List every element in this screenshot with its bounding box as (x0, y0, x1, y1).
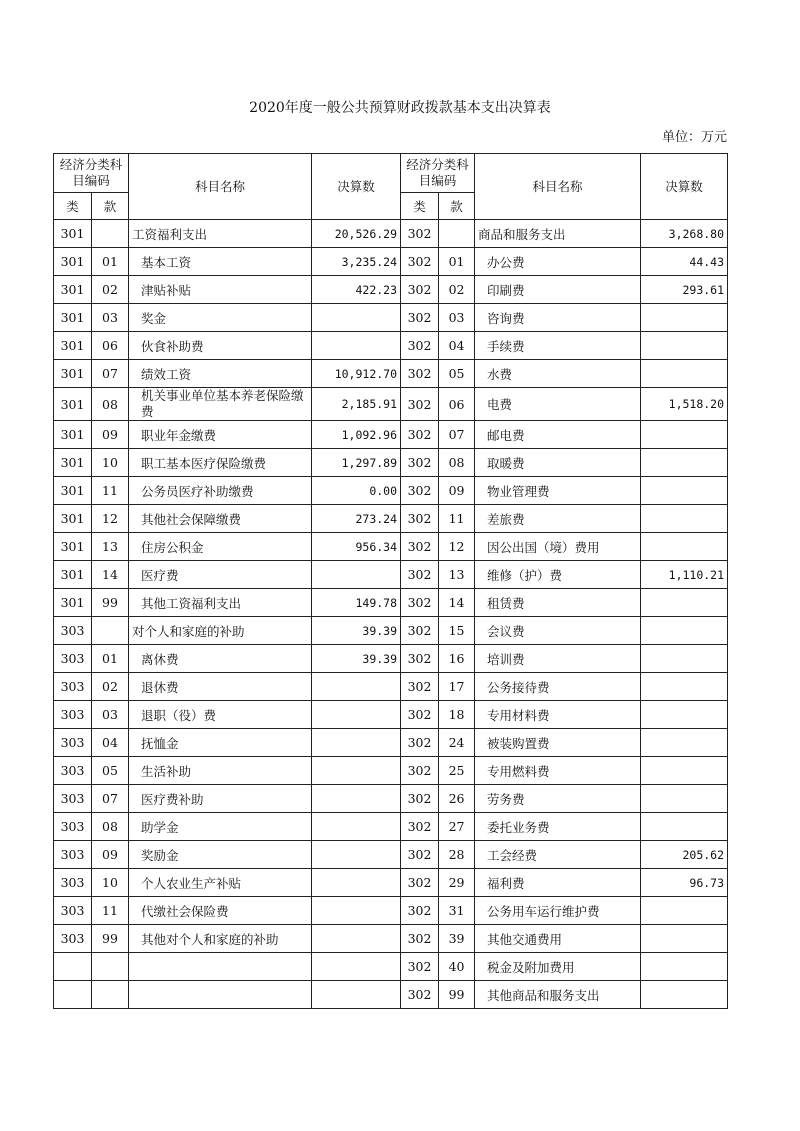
table-row (54, 617, 728, 645)
right-kuan-cell: 01 (439, 248, 475, 276)
right-amount-cell (641, 533, 728, 561)
left-name-cell: 助学金 (129, 813, 312, 841)
right-lei-cell: 302 (401, 561, 439, 589)
right-kuan-cell: 31 (439, 897, 475, 925)
table-row (54, 304, 728, 332)
right-kuan-cell: 04 (439, 332, 475, 360)
right-name-cell: 咨询费 (475, 304, 641, 332)
left-lei-cell: 301 (54, 388, 92, 421)
right-kuan-cell: 39 (439, 925, 475, 953)
left-lei-cell: 301 (54, 505, 92, 533)
right-name-cell: 工会经费 (475, 841, 641, 869)
left-amount-cell: 149.78 (312, 589, 401, 617)
table-row (54, 477, 728, 505)
left-amount-cell (312, 813, 401, 841)
right-name-cell: 其他商品和服务支出 (475, 981, 641, 1009)
right-amount-cell (641, 477, 728, 505)
left-amount-cell: 273.24 (312, 505, 401, 533)
right-lei-cell: 302 (401, 332, 439, 360)
right-kuan-cell: 17 (439, 673, 475, 701)
right-name-cell: 会议费 (475, 617, 641, 645)
right-lei-cell: 302 (401, 388, 439, 421)
left-kuan-cell: 09 (92, 841, 129, 869)
left-amount-cell (312, 729, 401, 757)
left-kuan-cell: 11 (92, 477, 129, 505)
left-amount-cell: 39.39 (312, 645, 401, 673)
left-amount-cell (312, 304, 401, 332)
left-kuan-cell: 10 (92, 869, 129, 897)
right-lei-cell: 302 (401, 673, 439, 701)
left-name-cell (129, 953, 312, 981)
right-amount-cell (641, 953, 728, 981)
right-kuan-cell: 13 (439, 561, 475, 589)
left-lei-cell: 301 (54, 248, 92, 276)
right-lei-cell: 302 (401, 645, 439, 673)
right-amount-cell (641, 701, 728, 729)
right-lei-cell: 302 (401, 304, 439, 332)
left-lei-cell (54, 953, 92, 981)
table-row (54, 332, 728, 360)
left-lei-cell: 301 (54, 561, 92, 589)
right-name-cell: 因公出国（境）费用 (475, 533, 641, 561)
table-row (54, 701, 728, 729)
right-amount-cell (641, 981, 728, 1009)
left-kuan-cell: 03 (92, 701, 129, 729)
right-name-cell: 办公费 (475, 248, 641, 276)
left-amount-cell: 956.34 (312, 533, 401, 561)
left-lei-cell: 303 (54, 729, 92, 757)
right-amount-cell (641, 505, 728, 533)
left-lei-cell: 301 (54, 276, 92, 304)
table-row (54, 220, 728, 248)
right-name-cell: 物业管理费 (475, 477, 641, 505)
left-amount-cell (312, 841, 401, 869)
left-lei-cell: 303 (54, 645, 92, 673)
right-lei-cell: 302 (401, 785, 439, 813)
left-name-cell: 职业年金缴费 (129, 421, 312, 449)
right-kuan-cell: 28 (439, 841, 475, 869)
left-lei-cell: 303 (54, 617, 92, 645)
right-amount-cell (641, 729, 728, 757)
left-amount-cell: 2,185.91 (312, 388, 401, 421)
left-kuan-cell: 04 (92, 729, 129, 757)
left-name-cell: 其他社会保障缴费 (129, 505, 312, 533)
right-name-cell: 公务接待费 (475, 673, 641, 701)
table-row (54, 248, 728, 276)
header-amount-left: 决算数 (312, 154, 401, 220)
table-row (54, 645, 728, 673)
table-row (54, 421, 728, 449)
right-lei-cell: 302 (401, 360, 439, 388)
right-amount-cell (641, 925, 728, 953)
left-kuan-cell: 07 (92, 360, 129, 388)
right-lei-cell: 302 (401, 981, 439, 1009)
left-lei-cell: 303 (54, 757, 92, 785)
table-row (54, 673, 728, 701)
right-amount-cell (641, 645, 728, 673)
right-name-cell: 培训费 (475, 645, 641, 673)
right-name-cell: 专用燃料费 (475, 757, 641, 785)
right-name-cell: 委托业务费 (475, 813, 641, 841)
right-kuan-cell: 12 (439, 533, 475, 561)
right-name-cell: 印刷费 (475, 276, 641, 304)
right-kuan-cell: 07 (439, 421, 475, 449)
header-code-group-right: 经济分类科目编码 (401, 154, 475, 193)
right-kuan-cell: 06 (439, 388, 475, 421)
table-row (54, 276, 728, 304)
left-lei-cell: 301 (54, 332, 92, 360)
header-lei-left: 类 (54, 193, 92, 220)
left-amount-cell: 0.00 (312, 477, 401, 505)
left-name-cell: 住房公积金 (129, 533, 312, 561)
left-name-cell: 伙食补助费 (129, 332, 312, 360)
right-name-cell: 税金及附加费用 (475, 953, 641, 981)
right-amount-cell (641, 897, 728, 925)
left-amount-cell: 1,092.96 (312, 421, 401, 449)
right-amount-cell: 1,518.20 (641, 388, 728, 421)
right-kuan-cell: 15 (439, 617, 475, 645)
left-kuan-cell (92, 981, 129, 1009)
left-kuan-cell (92, 617, 129, 645)
header-lei-right: 类 (401, 193, 439, 220)
left-kuan-cell: 08 (92, 388, 129, 421)
left-kuan-cell: 01 (92, 248, 129, 276)
table-row (54, 589, 728, 617)
table-row (54, 360, 728, 388)
right-amount-cell (641, 304, 728, 332)
right-kuan-cell: 11 (439, 505, 475, 533)
left-lei-cell: 303 (54, 841, 92, 869)
left-name-cell: 抚恤金 (129, 729, 312, 757)
right-lei-cell: 302 (401, 589, 439, 617)
right-amount-cell: 205.62 (641, 841, 728, 869)
right-kuan-cell: 18 (439, 701, 475, 729)
left-name-cell: 代缴社会保险费 (129, 897, 312, 925)
right-amount-cell (641, 421, 728, 449)
table-row (54, 897, 728, 925)
left-amount-cell (312, 785, 401, 813)
right-lei-cell: 302 (401, 533, 439, 561)
left-amount-cell: 39.39 (312, 617, 401, 645)
left-amount-cell (312, 701, 401, 729)
right-lei-cell: 302 (401, 953, 439, 981)
right-name-cell: 福利费 (475, 869, 641, 897)
header-name-left: 科目名称 (129, 154, 312, 220)
right-lei-cell: 302 (401, 897, 439, 925)
right-amount-cell: 96.73 (641, 869, 728, 897)
left-kuan-cell: 99 (92, 925, 129, 953)
right-kuan-cell: 09 (439, 477, 475, 505)
left-kuan-cell: 09 (92, 421, 129, 449)
right-lei-cell: 302 (401, 220, 439, 248)
right-lei-cell: 302 (401, 729, 439, 757)
left-lei-cell: 301 (54, 220, 92, 248)
left-name-cell: 医疗费补助 (129, 785, 312, 813)
left-name-cell: 退休费 (129, 673, 312, 701)
right-lei-cell: 302 (401, 757, 439, 785)
table-row (54, 505, 728, 533)
left-kuan-cell (92, 220, 129, 248)
document-title: 2020年度一般公共预算财政拨款基本支出决算表 (249, 100, 551, 116)
left-kuan-cell: 03 (92, 304, 129, 332)
left-lei-cell: 303 (54, 673, 92, 701)
right-lei-cell: 302 (401, 813, 439, 841)
right-lei-cell: 302 (401, 841, 439, 869)
right-kuan-cell: 08 (439, 449, 475, 477)
right-lei-cell: 302 (401, 449, 439, 477)
left-name-cell: 其他工资福利支出 (129, 589, 312, 617)
right-lei-cell: 302 (401, 701, 439, 729)
header-kuan-left: 款 (92, 193, 129, 220)
table-row (54, 729, 728, 757)
right-kuan-cell: 14 (439, 589, 475, 617)
left-kuan-cell: 02 (92, 673, 129, 701)
left-name-cell: 津贴补贴 (129, 276, 312, 304)
right-name-cell: 差旅费 (475, 505, 641, 533)
left-lei-cell (54, 981, 92, 1009)
right-lei-cell: 302 (401, 248, 439, 276)
left-name-cell (129, 981, 312, 1009)
right-name-cell: 取暖费 (475, 449, 641, 477)
left-amount-cell: 422.23 (312, 276, 401, 304)
left-kuan-cell: 07 (92, 785, 129, 813)
right-lei-cell: 302 (401, 421, 439, 449)
table-row (54, 785, 728, 813)
left-name-cell: 生活补助 (129, 757, 312, 785)
right-amount-cell (641, 360, 728, 388)
right-name-cell: 被装购置费 (475, 729, 641, 757)
left-kuan-cell: 02 (92, 276, 129, 304)
left-lei-cell: 303 (54, 925, 92, 953)
right-amount-cell: 3,268.80 (641, 220, 728, 248)
right-kuan-cell: 29 (439, 869, 475, 897)
header-row-1 (54, 154, 728, 193)
left-lei-cell: 301 (54, 589, 92, 617)
right-amount-cell (641, 589, 728, 617)
right-kuan-cell: 03 (439, 304, 475, 332)
right-kuan-cell: 26 (439, 785, 475, 813)
left-kuan-cell: 11 (92, 897, 129, 925)
left-name-cell: 退职（役）费 (129, 701, 312, 729)
right-name-cell: 商品和服务支出 (475, 220, 641, 248)
table-row (54, 533, 728, 561)
right-amount-cell (641, 813, 728, 841)
right-name-cell: 劳务费 (475, 785, 641, 813)
right-name-cell: 电费 (475, 388, 641, 421)
left-lei-cell: 301 (54, 477, 92, 505)
left-name-cell: 机关事业单位基本养老保险缴费 (129, 388, 312, 421)
left-kuan-cell (92, 953, 129, 981)
right-amount-cell (641, 449, 728, 477)
right-kuan-cell: 99 (439, 981, 475, 1009)
right-amount-cell (641, 617, 728, 645)
left-amount-cell (312, 757, 401, 785)
left-kuan-cell: 12 (92, 505, 129, 533)
left-kuan-cell: 01 (92, 645, 129, 673)
left-amount-cell (312, 897, 401, 925)
left-name-cell: 医疗费 (129, 561, 312, 589)
left-amount-cell (312, 869, 401, 897)
left-amount-cell: 1,297.89 (312, 449, 401, 477)
right-name-cell: 专用材料费 (475, 701, 641, 729)
left-amount-cell (312, 953, 401, 981)
right-kuan-cell: 05 (439, 360, 475, 388)
left-name-cell: 奖金 (129, 304, 312, 332)
right-name-cell: 手续费 (475, 332, 641, 360)
header-name-right: 科目名称 (475, 154, 641, 220)
right-amount-cell: 293.61 (641, 276, 728, 304)
left-name-cell: 绩效工资 (129, 360, 312, 388)
left-kuan-cell: 08 (92, 813, 129, 841)
left-lei-cell: 301 (54, 533, 92, 561)
right-kuan-cell: 02 (439, 276, 475, 304)
right-amount-cell (641, 785, 728, 813)
header-kuan-right: 款 (439, 193, 475, 220)
right-amount-cell (641, 673, 728, 701)
left-name-cell: 工资福利支出 (129, 220, 312, 248)
table-row (54, 841, 728, 869)
left-amount-cell: 3,235.24 (312, 248, 401, 276)
table-row (54, 449, 728, 477)
right-lei-cell: 302 (401, 505, 439, 533)
right-amount-cell: 1,110.21 (641, 561, 728, 589)
left-name-cell: 其他对个人和家庭的补助 (129, 925, 312, 953)
left-amount-cell (312, 673, 401, 701)
left-lei-cell: 301 (54, 421, 92, 449)
header-code-group-left: 经济分类科目编码 (54, 154, 129, 193)
right-lei-cell: 302 (401, 925, 439, 953)
left-lei-cell: 303 (54, 813, 92, 841)
expenditure-table (53, 153, 728, 1009)
right-amount-cell (641, 332, 728, 360)
right-name-cell: 维修（护）费 (475, 561, 641, 589)
left-lei-cell: 301 (54, 360, 92, 388)
right-name-cell: 邮电费 (475, 421, 641, 449)
left-kuan-cell: 13 (92, 533, 129, 561)
left-name-cell: 奖励金 (129, 841, 312, 869)
right-kuan-cell: 27 (439, 813, 475, 841)
right-name-cell: 其他交通费用 (475, 925, 641, 953)
left-name-cell: 个人农业生产补贴 (129, 869, 312, 897)
left-lei-cell: 301 (54, 304, 92, 332)
table-row (54, 561, 728, 589)
right-amount-cell (641, 757, 728, 785)
table-row (54, 953, 728, 981)
left-lei-cell: 303 (54, 785, 92, 813)
table-row (54, 813, 728, 841)
left-amount-cell: 20,526.29 (312, 220, 401, 248)
table-row (54, 869, 728, 897)
left-name-cell: 离休费 (129, 645, 312, 673)
left-kuan-cell: 06 (92, 332, 129, 360)
left-lei-cell: 301 (54, 449, 92, 477)
table-row (54, 981, 728, 1009)
table-row (54, 757, 728, 785)
right-name-cell: 水费 (475, 360, 641, 388)
left-amount-cell (312, 925, 401, 953)
left-name-cell: 职工基本医疗保险缴费 (129, 449, 312, 477)
right-amount-cell: 44.43 (641, 248, 728, 276)
left-lei-cell: 303 (54, 869, 92, 897)
right-lei-cell: 302 (401, 276, 439, 304)
left-amount-cell: 10,912.70 (312, 360, 401, 388)
right-kuan-cell: 16 (439, 645, 475, 673)
left-amount-cell (312, 561, 401, 589)
table-row (54, 925, 728, 953)
left-name-cell: 公务员医疗补助缴费 (129, 477, 312, 505)
left-name-cell: 对个人和家庭的补助 (129, 617, 312, 645)
right-lei-cell: 302 (401, 617, 439, 645)
right-kuan-cell: 25 (439, 757, 475, 785)
left-amount-cell (312, 981, 401, 1009)
left-kuan-cell: 14 (92, 561, 129, 589)
left-name-cell: 基本工资 (129, 248, 312, 276)
right-kuan-cell: 24 (439, 729, 475, 757)
right-lei-cell: 302 (401, 869, 439, 897)
table-row (54, 388, 728, 421)
left-amount-cell (312, 332, 401, 360)
right-lei-cell: 302 (401, 477, 439, 505)
right-kuan-cell (439, 220, 475, 248)
header-amount-right: 决算数 (641, 154, 728, 220)
left-kuan-cell: 10 (92, 449, 129, 477)
left-kuan-cell: 99 (92, 589, 129, 617)
right-name-cell: 公务用车运行维护费 (475, 897, 641, 925)
right-kuan-cell: 40 (439, 953, 475, 981)
left-kuan-cell: 05 (92, 757, 129, 785)
left-lei-cell: 303 (54, 701, 92, 729)
unit-label: 单位：万元 (661, 130, 727, 145)
right-name-cell: 租赁费 (475, 589, 641, 617)
left-lei-cell: 303 (54, 897, 92, 925)
